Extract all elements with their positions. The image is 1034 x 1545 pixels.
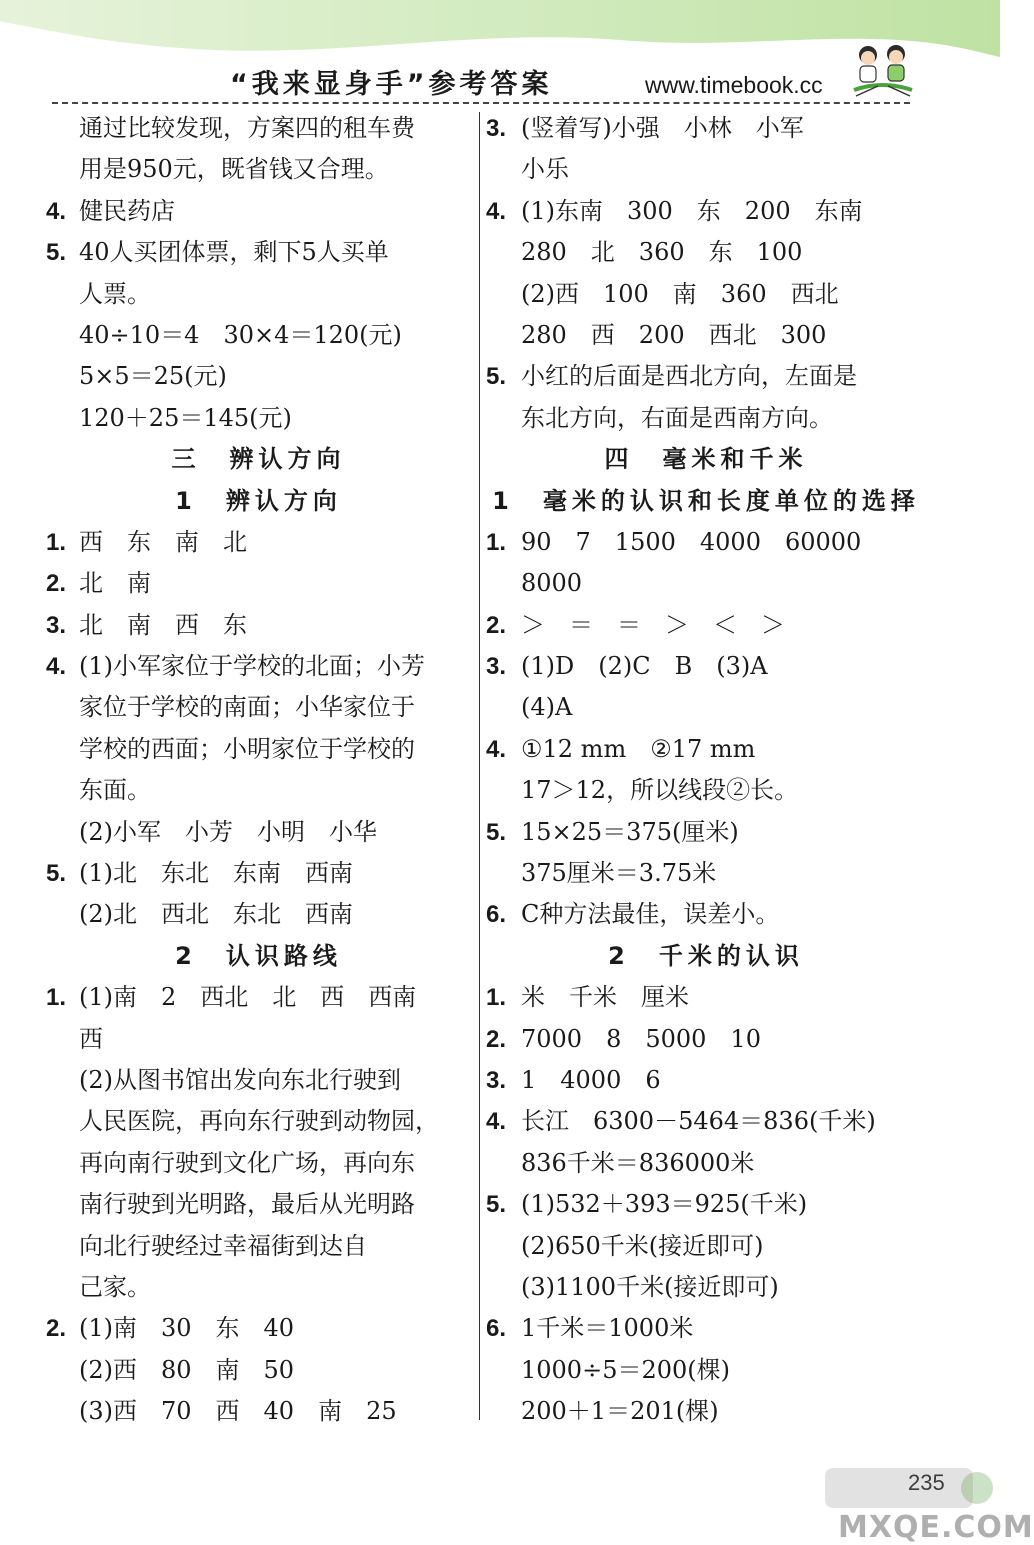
header-title: “我来显身手”参考答案 xyxy=(230,69,553,100)
answer-text: 15×25＝375(厘米) xyxy=(521,817,739,846)
question-number: 2. xyxy=(486,1025,507,1053)
answer-text: 1 4000 6 xyxy=(521,1065,661,1094)
answer-text: (1)南 2 西北 北 西 西南 xyxy=(79,983,417,1012)
answer-text: 学校的西面；小明家位于学校的 xyxy=(79,734,415,763)
answer-text: ①12 mm ②17 mm xyxy=(521,734,756,763)
answer-text: ＞ ＝ ＝ ＞ ＜ ＞ xyxy=(521,610,785,639)
answer-line xyxy=(486,894,926,935)
question-number: 3. xyxy=(486,653,507,681)
answer-text: C种方法最佳，误差小。 xyxy=(521,900,780,929)
answer-text: 90 7 1500 4000 60000 xyxy=(521,527,862,556)
answer-text: 小红的后面是西北方向，左面是 xyxy=(521,362,857,391)
answer-line xyxy=(486,398,926,439)
answer-line xyxy=(486,522,926,563)
answer-line xyxy=(486,1060,926,1101)
question-number: 6. xyxy=(486,901,507,929)
answer-line xyxy=(486,853,926,894)
question-number: 2. xyxy=(46,570,67,598)
answer-text: 1000÷5＝200(棵) xyxy=(521,1355,730,1384)
answer-line xyxy=(486,977,926,1018)
answer-line xyxy=(46,1019,471,1060)
answer-text: (2)650千米(接近即可) xyxy=(521,1231,764,1260)
section-heading: 1 毫米的认识和长度单位的选择 xyxy=(492,486,920,515)
answer-text: (2)小军 小芳 小明 小华 xyxy=(79,817,377,846)
answer-text: 375厘米＝3.75米 xyxy=(521,859,717,888)
question-number: 1. xyxy=(46,984,67,1012)
answer-text: (3)1100千米(接近即可) xyxy=(521,1272,779,1301)
question-number: 4. xyxy=(46,653,67,681)
answer-text: (2)北 西北 东北 西南 xyxy=(79,900,353,929)
answer-text: (1)532＋393＝925(千米) xyxy=(521,1190,808,1219)
answer-line xyxy=(46,770,471,811)
answer-line xyxy=(486,563,926,604)
answer-line xyxy=(46,894,471,935)
header-url: www.timebook.cc xyxy=(645,72,823,98)
right-column xyxy=(486,108,926,1433)
answer-line xyxy=(46,853,471,894)
answer-text: 200＋1＝201(棵) xyxy=(521,1397,719,1426)
question-number: 1. xyxy=(46,528,67,556)
answer-text: (1)D (2)C B (3)A xyxy=(521,652,768,681)
answer-line xyxy=(46,1101,471,1142)
answer-text: (1)南 30 东 40 xyxy=(79,1314,295,1343)
answer-line xyxy=(46,729,471,770)
answer-text: (4)A xyxy=(521,693,573,722)
answer-line xyxy=(486,605,926,646)
answer-line xyxy=(46,1143,471,1184)
answer-text: 280 西 200 西北 300 xyxy=(521,320,827,349)
answer-text: 北 南 西 东 xyxy=(79,610,247,639)
answer-text: 向北行驶经过幸福街到达自 xyxy=(79,1231,367,1260)
answer-line xyxy=(486,356,926,397)
answer-text: 用是950元，既省钱又合理。 xyxy=(79,155,389,184)
answer-line xyxy=(486,1391,926,1432)
answer-line xyxy=(486,1184,926,1225)
question-number: 2. xyxy=(486,611,507,639)
answer-line xyxy=(46,1267,471,1308)
answer-line xyxy=(486,1101,926,1142)
question-number: 2. xyxy=(46,1315,67,1343)
answer-line xyxy=(46,977,471,1018)
section-heading: 2 认识路线 xyxy=(175,941,342,970)
answer-text: 40÷10＝4 30×4＝120(元) xyxy=(79,320,402,349)
answer-text: (1)北 东北 东南 西南 xyxy=(79,859,353,888)
answer-text: (2)西 80 南 50 xyxy=(79,1355,295,1384)
answer-line xyxy=(46,563,471,604)
question-number: 4. xyxy=(486,1108,507,1136)
answer-line xyxy=(46,191,471,232)
answer-line xyxy=(46,149,471,190)
answer-line xyxy=(46,687,471,728)
answer-text: 健民药店 xyxy=(79,196,175,225)
answer-text: 己家。 xyxy=(79,1272,151,1301)
answer-line xyxy=(46,232,471,273)
answer-line xyxy=(486,770,926,811)
question-number: 5. xyxy=(486,818,507,846)
answer-text: 8000 xyxy=(521,569,583,598)
answer-line xyxy=(46,605,471,646)
answer-text: 5×5＝25(元) xyxy=(79,362,227,391)
watermark-text: MXQE.COM xyxy=(838,1510,1034,1545)
answer-text: 小乐 xyxy=(521,155,569,184)
answer-text: (2)西 100 南 360 西北 xyxy=(521,279,839,308)
section-heading: 1 辨认方向 xyxy=(175,486,342,515)
answer-text: 836千米＝836000米 xyxy=(521,1148,755,1177)
answer-line xyxy=(486,812,926,853)
answer-text: 北 南 xyxy=(79,569,151,598)
answer-text: 40人买团体票，剩下5人买单 xyxy=(79,238,389,267)
question-number: 4. xyxy=(486,735,507,763)
answer-text: 西 xyxy=(79,1024,103,1053)
answer-line xyxy=(46,398,471,439)
answer-text: 280 北 360 东 100 xyxy=(521,238,803,267)
answer-line xyxy=(486,729,926,770)
answer-line xyxy=(46,356,471,397)
answer-line xyxy=(486,1308,926,1349)
left-column xyxy=(46,108,471,1433)
question-number: 3. xyxy=(486,115,507,142)
answer-line xyxy=(486,108,926,149)
answer-text: 17＞12，所以线段②长。 xyxy=(521,776,799,805)
column-divider xyxy=(479,112,480,1420)
question-number: 5. xyxy=(46,239,67,267)
answer-line xyxy=(486,1267,926,1308)
page-header xyxy=(0,0,1000,110)
answer-line xyxy=(486,1350,926,1391)
answer-text: 南行驶到光明路，最后从光明路 xyxy=(79,1190,415,1219)
answer-line xyxy=(486,1019,926,1060)
answer-line xyxy=(46,646,471,687)
question-number: 6. xyxy=(486,1315,507,1343)
answer-text: 长江 6300－5464＝836(千米) xyxy=(521,1107,876,1136)
answer-text: (3)西 70 西 40 南 25 xyxy=(79,1397,397,1426)
answer-text: (竖着写)小强 小林 小军 xyxy=(521,114,804,142)
answer-line xyxy=(486,315,926,356)
question-number: 4. xyxy=(46,197,67,225)
answer-line xyxy=(46,1226,471,1267)
answer-line xyxy=(46,315,471,356)
answer-text: 米 千米 厘米 xyxy=(521,983,689,1012)
answer-line xyxy=(46,1184,471,1225)
answer-line xyxy=(486,1226,926,1267)
answer-line xyxy=(486,232,926,273)
header-dashed-rule xyxy=(52,102,910,104)
answer-text: 人票。 xyxy=(79,279,151,308)
answer-line xyxy=(486,274,926,315)
answer-text: 家位于学校的南面；小华家位于 xyxy=(79,693,415,722)
answer-text: 通过比较发现，方案四的租车费 xyxy=(79,114,415,142)
answer-line xyxy=(46,1060,471,1101)
answer-line xyxy=(486,687,926,728)
answer-line xyxy=(46,274,471,315)
answer-text: 1千米＝1000米 xyxy=(521,1314,694,1343)
question-number: 3. xyxy=(46,611,67,639)
answer-text: 再向南行驶到文化广场，再向东 xyxy=(79,1148,415,1177)
answer-line xyxy=(46,1350,471,1391)
answer-line xyxy=(46,1391,471,1432)
question-number: 4. xyxy=(486,197,507,225)
question-number: 5. xyxy=(46,860,67,888)
section-heading: 2 千米的认识 xyxy=(608,941,804,970)
answer-line xyxy=(46,1308,471,1349)
answer-line xyxy=(486,646,926,687)
answer-text: 东面。 xyxy=(79,776,151,805)
kids-illustration-icon xyxy=(848,40,918,100)
question-number: 3. xyxy=(486,1066,507,1094)
answer-line xyxy=(46,812,471,853)
question-number: 1. xyxy=(486,528,507,556)
answer-text: 人民医院，再向东行驶到动物园， xyxy=(79,1107,439,1136)
section-heading: 三 辨认方向 xyxy=(171,445,346,474)
answer-text: (2)从图书馆出发向东北行驶到 xyxy=(79,1065,401,1094)
question-number: 1. xyxy=(486,984,507,1012)
answer-line xyxy=(486,1143,926,1184)
answer-line xyxy=(486,149,926,190)
answer-line xyxy=(46,522,471,563)
answer-text: 7000 8 5000 10 xyxy=(521,1024,761,1053)
answer-text: 西 东 南 北 xyxy=(79,527,247,556)
answer-text: (1)小军家位于学校的北面；小芳 xyxy=(79,652,425,681)
answer-text: 东北方向，右面是西南方向。 xyxy=(521,403,833,432)
answer-text: (1)东南 300 东 200 东南 xyxy=(521,196,863,225)
answer-text: 120＋25＝145(元) xyxy=(79,403,292,432)
section-heading: 四 毫米和千米 xyxy=(604,445,808,474)
answer-line xyxy=(46,108,471,149)
question-number: 5. xyxy=(486,1191,507,1219)
answer-line xyxy=(486,191,926,232)
question-number: 5. xyxy=(486,363,507,391)
